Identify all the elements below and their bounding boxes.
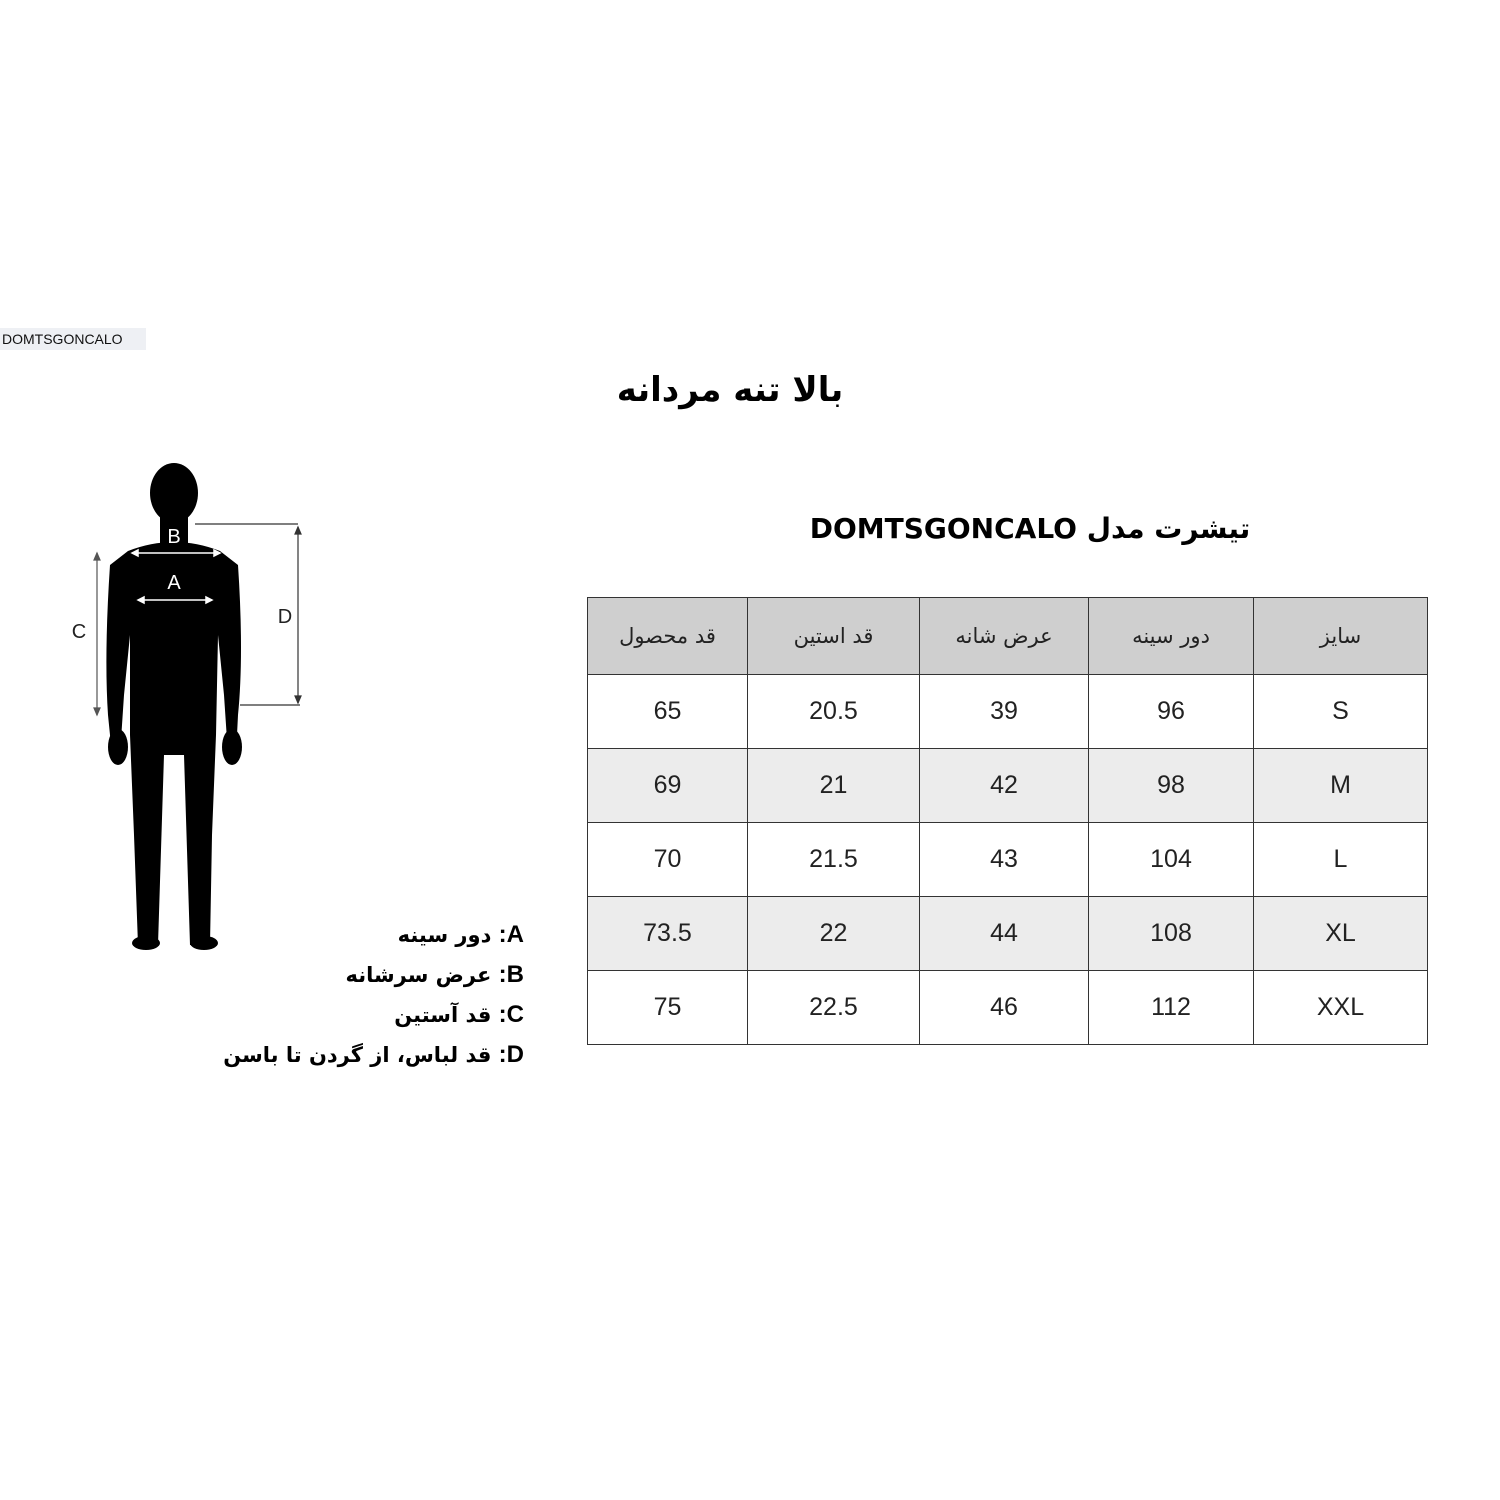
table-cell: XXL	[1254, 971, 1428, 1045]
legend-item	[200, 955, 524, 995]
table-cell: 75	[588, 971, 748, 1045]
page-title: بالا تنه مردانه	[616, 370, 844, 410]
measure-b-label: B	[167, 526, 181, 548]
legend-text: دور سینه	[397, 923, 492, 947]
table-cell: 22	[748, 897, 920, 971]
header-chest: دور سینه	[1089, 598, 1254, 675]
legend-key: B:	[498, 961, 524, 988]
table-row	[588, 749, 1428, 823]
legend-key: A:	[498, 921, 524, 948]
table-cell: 65	[588, 675, 748, 749]
table-cell: 96	[1089, 675, 1254, 749]
legend-text: قد آستین	[394, 1003, 492, 1027]
legend-key: C:	[498, 1001, 524, 1028]
legend-key: D:	[498, 1041, 524, 1068]
table-cell: 112	[1089, 971, 1254, 1045]
table-cell: 46	[920, 971, 1089, 1045]
legend-item	[200, 1035, 524, 1075]
measurement-legend	[200, 915, 524, 1075]
table-cell: L	[1254, 823, 1428, 897]
legend-text: قد لباس، از گردن تا باسن	[223, 1043, 492, 1067]
legend-item	[200, 995, 524, 1035]
table-cell: 44	[920, 897, 1089, 971]
table-cell: 20.5	[748, 675, 920, 749]
header-sleeve: قد استین	[748, 598, 920, 675]
table-cell: 22.5	[748, 971, 920, 1045]
table-row	[588, 897, 1428, 971]
header-size: سایز	[1254, 598, 1428, 675]
table-cell: 21	[748, 749, 920, 823]
table-cell: 21.5	[748, 823, 920, 897]
header-shoulder: عرض شانه	[920, 598, 1089, 675]
table-cell: 108	[1089, 897, 1254, 971]
brand-tag: DOMTSGONCALO	[0, 328, 146, 350]
measure-c-label: C	[71, 621, 87, 643]
table-row	[588, 675, 1428, 749]
measure-a-label: A	[167, 572, 181, 594]
table-cell: S	[1254, 675, 1428, 749]
table-cell: 73.5	[588, 897, 748, 971]
size-table	[587, 597, 1428, 1045]
table-row	[588, 823, 1428, 897]
table-cell: 39	[920, 675, 1089, 749]
table-row	[588, 971, 1428, 1045]
table-cell: 42	[920, 749, 1089, 823]
body-measurement-figure	[60, 455, 320, 965]
table-cell: 43	[920, 823, 1089, 897]
legend-text: عرض سرشانه	[345, 963, 492, 987]
table-header-row	[588, 598, 1428, 675]
table-cell: M	[1254, 749, 1428, 823]
table-cell: 104	[1089, 823, 1254, 897]
model-title: تیشرت مدل DOMTSGONCALO	[809, 512, 1251, 545]
table-cell: XL	[1254, 897, 1428, 971]
legend-item	[200, 915, 524, 955]
header-length: قد محصول	[588, 598, 748, 675]
table-cell: 98	[1089, 749, 1254, 823]
measure-c-arrow	[94, 553, 100, 715]
table-cell: 70	[588, 823, 748, 897]
measure-d-label: D	[277, 606, 293, 628]
table-cell: 69	[588, 749, 748, 823]
